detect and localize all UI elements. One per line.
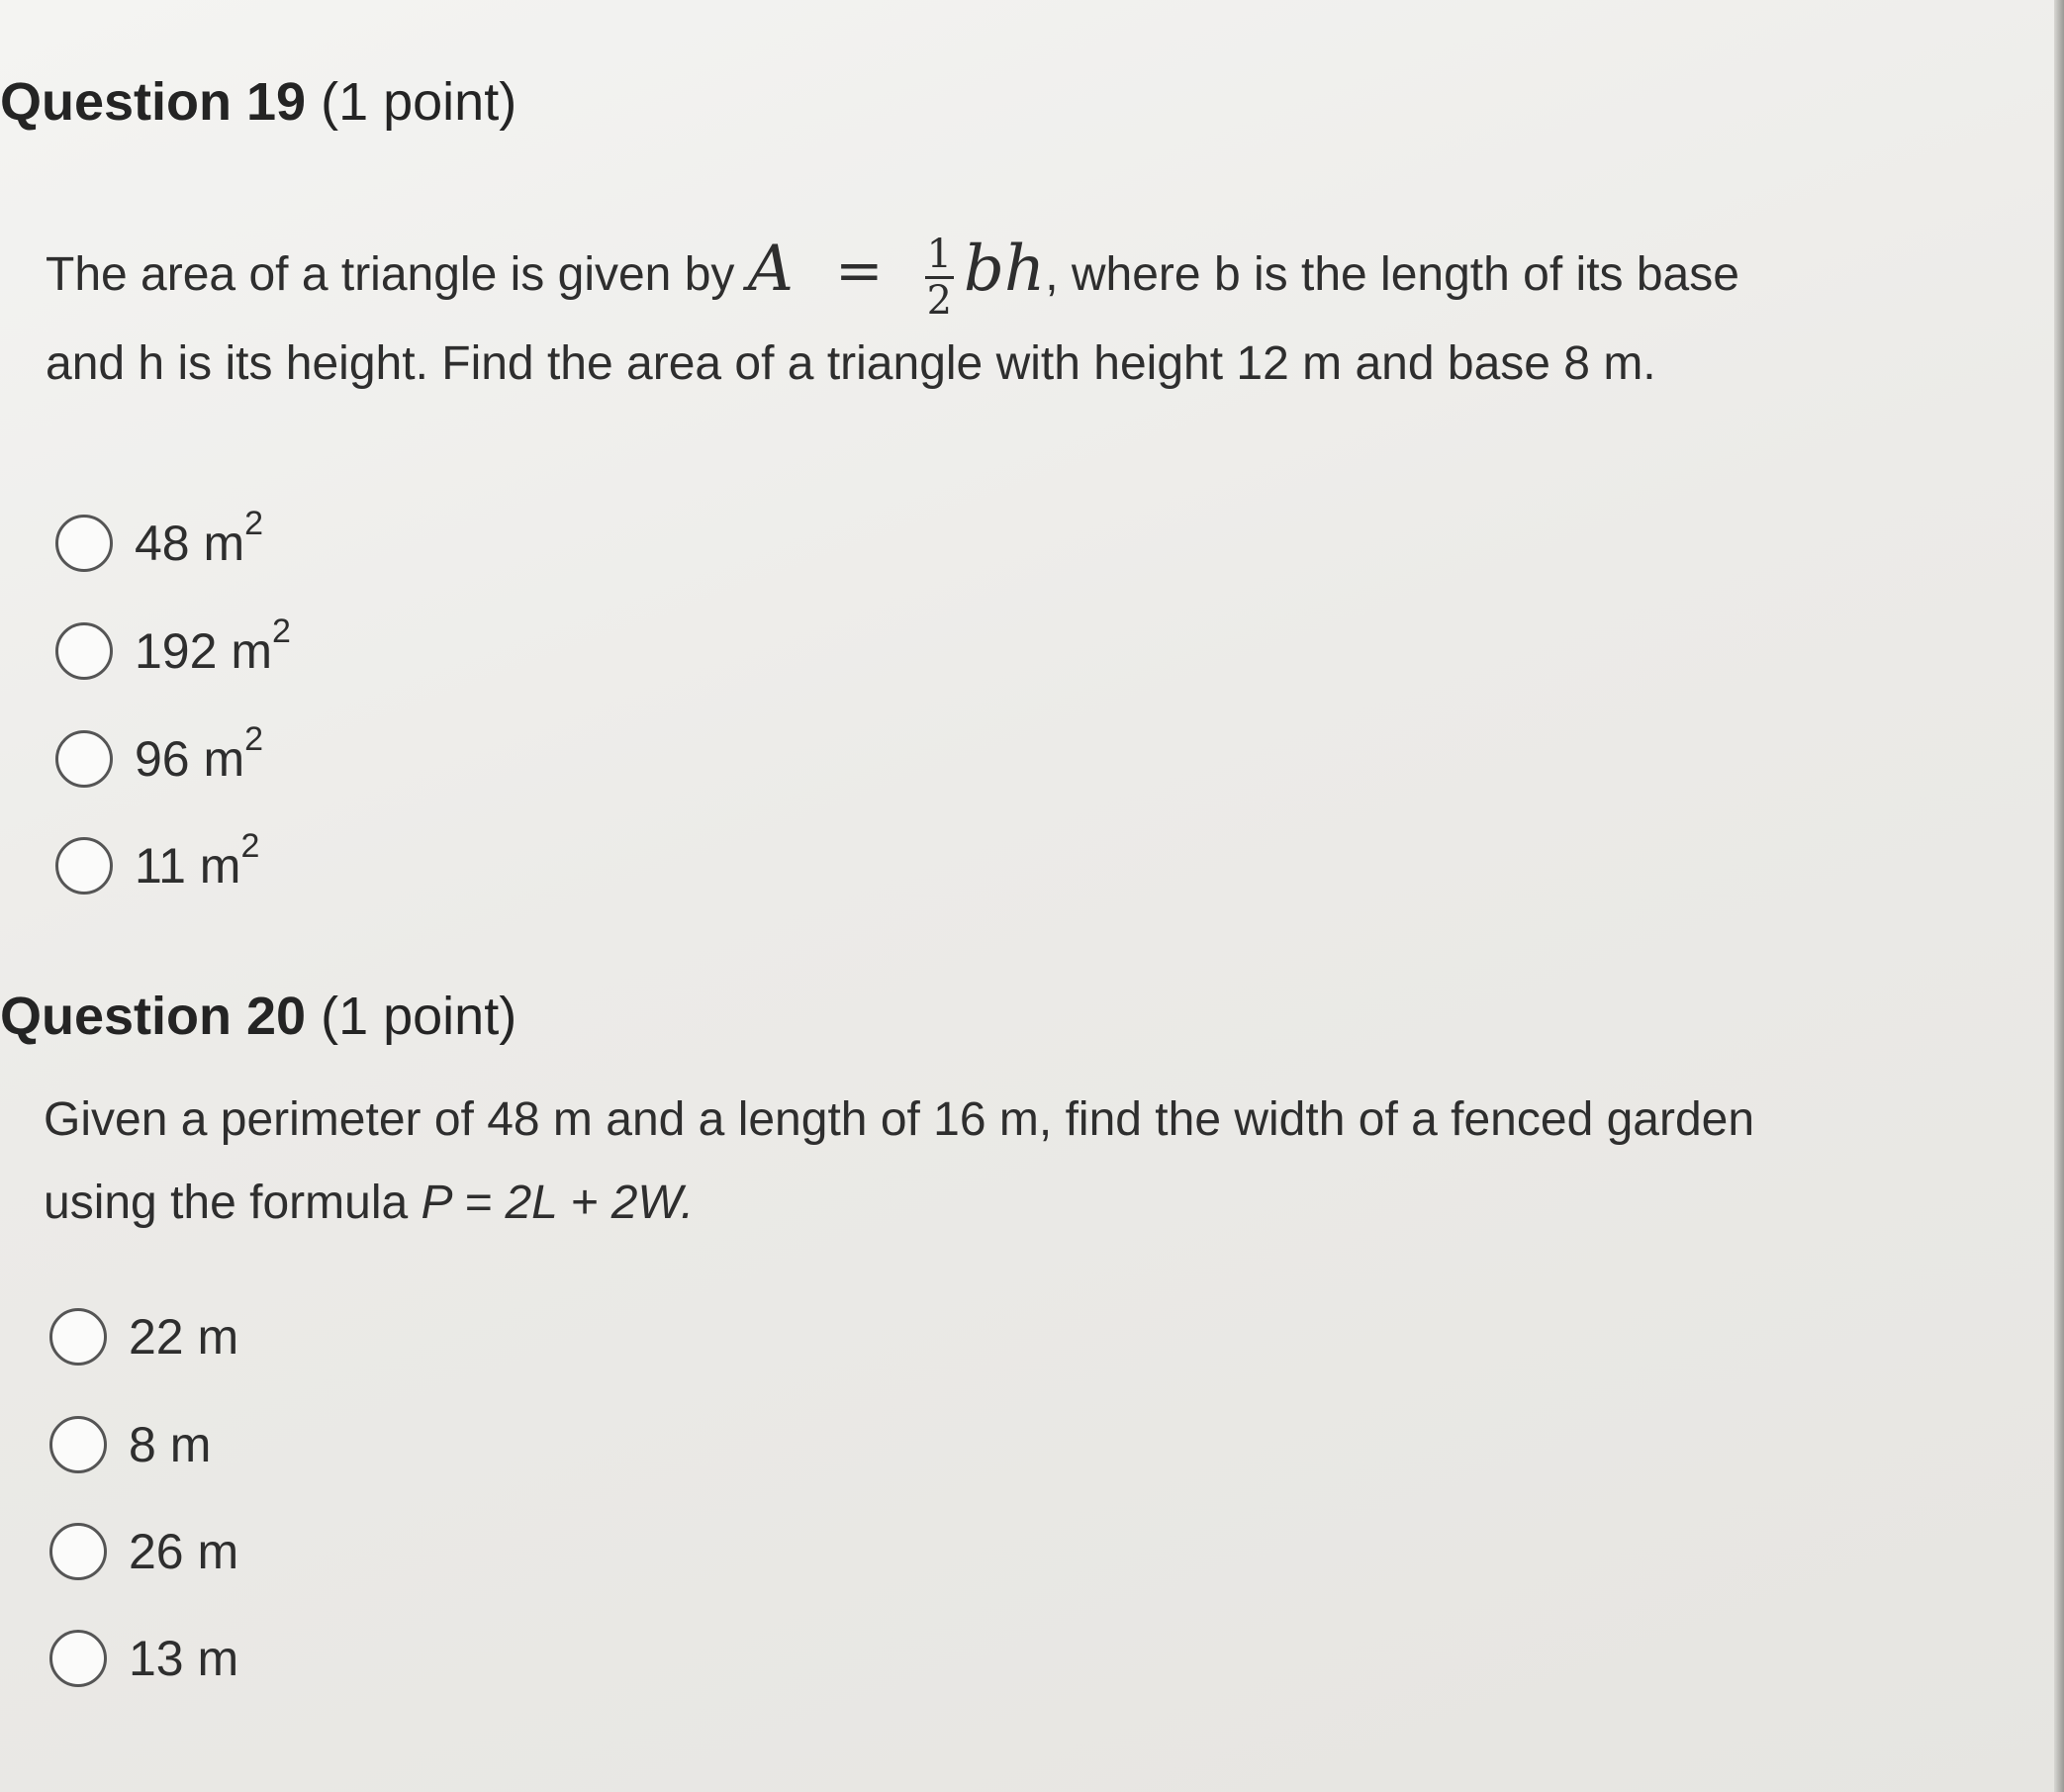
question-19-prompt	[46, 228, 1739, 406]
radio-button[interactable]	[55, 837, 113, 895]
q20-option-2[interactable]	[49, 1412, 211, 1477]
question-number: Question 20	[0, 987, 307, 1046]
q20-option-3[interactable]	[49, 1519, 238, 1584]
q20-option-1[interactable]	[49, 1304, 238, 1369]
q19-option-4[interactable]	[55, 827, 260, 898]
screen-edge	[2054, 0, 2064, 1792]
formula-fraction: $\frac{1}{2}$	[926, 231, 953, 324]
question-number: Question 19	[0, 72, 307, 132]
option-label: 96 $m^2$	[135, 720, 264, 787]
question-points: (1 point)	[306, 987, 517, 1046]
prompt-line-2: using the formula P = 2L + 2W.	[44, 1177, 695, 1229]
formula-variable-a: A	[747, 233, 794, 306]
option-label: 8 m	[129, 1417, 212, 1472]
perimeter-formula: P = 2L + 2W.	[421, 1177, 695, 1229]
option-label: 11 $m^2$	[135, 827, 260, 894]
radio-button[interactable]	[49, 1630, 107, 1687]
radio-button[interactable]	[49, 1416, 107, 1473]
question-points: (1 point)	[306, 72, 517, 132]
prompt-line-2: and h is its height. Find the area of a triangle with height 12 m and base 8 m.	[46, 336, 1656, 390]
option-label: 26 m	[129, 1524, 239, 1579]
radio-button[interactable]	[49, 1308, 107, 1366]
formula-variable-bh: bh	[964, 233, 1046, 306]
radio-button[interactable]	[55, 730, 113, 788]
radio-button[interactable]	[55, 515, 113, 572]
radio-button[interactable]	[55, 622, 113, 680]
question-20-prompt	[44, 1079, 1754, 1245]
q19-option-1[interactable]	[55, 505, 264, 576]
q19-option-2[interactable]	[55, 613, 291, 684]
question-20-title	[0, 986, 516, 1047]
question-19-title	[0, 71, 516, 133]
option-label: 13 m	[129, 1631, 239, 1686]
q19-option-3[interactable]	[55, 720, 264, 792]
q20-option-4[interactable]	[49, 1626, 238, 1691]
prompt-line-1: The area of a triangle is given by A = $\frac{1}{2}$ bh, where b is the length of its base	[46, 231, 1739, 324]
radio-button[interactable]	[49, 1523, 107, 1580]
option-label: 48 $m^2$	[135, 505, 264, 571]
formula-equals: =	[834, 236, 884, 304]
option-label: 192 $m^2$	[135, 613, 291, 679]
prompt-line-1: Given a perimeter of 48 m and a length of 16 m, find the width of a fenced garden	[44, 1093, 1755, 1146]
option-label: 22 m	[129, 1309, 239, 1365]
